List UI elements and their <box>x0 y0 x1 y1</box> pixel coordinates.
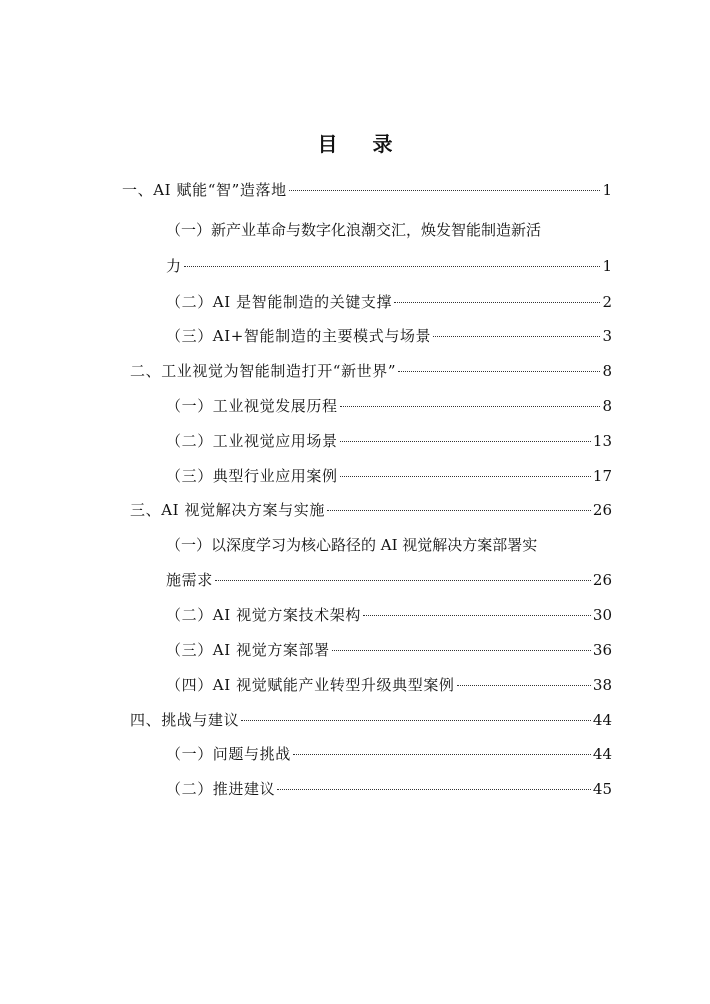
dot-leader <box>184 266 601 267</box>
toc-entry-section-3-3[interactable] <box>166 638 612 662</box>
toc-entry-page: 44 <box>592 711 612 729</box>
toc-entry-chapter-4[interactable] <box>130 708 612 732</box>
dot-leader <box>340 441 591 442</box>
dot-leader <box>433 336 600 337</box>
toc-entry-section-1-1-cont[interactable] <box>166 254 612 278</box>
toc-entry-title: 三、AI 视觉解决方案与实施 <box>130 501 325 519</box>
toc-entry-title: （二）工业视觉应用场景 <box>166 432 338 450</box>
toc-entry-section-3-1-cont[interactable] <box>166 568 612 592</box>
toc-entry-title-cont: 施需求 <box>166 571 213 589</box>
toc-entry-page: 36 <box>592 641 612 659</box>
page-title: 目 录 <box>317 132 407 156</box>
toc-entry-section-2-1[interactable] <box>166 394 612 418</box>
toc-entry-chapter-1[interactable] <box>122 178 612 202</box>
dot-leader <box>277 789 591 790</box>
toc-entry-page: 1 <box>602 257 612 275</box>
dot-leader <box>241 720 591 721</box>
toc-entry-title: （一）问题与挑战 <box>166 745 291 763</box>
toc-entry-page: 38 <box>592 676 612 694</box>
toc-entry-title: （三）AI 视觉方案部署 <box>166 641 330 659</box>
dot-leader <box>327 510 591 511</box>
dot-leader <box>215 580 591 581</box>
toc-entry-section-2-3[interactable] <box>166 464 612 488</box>
dot-leader <box>293 754 591 755</box>
toc-entry-page: 17 <box>592 467 612 485</box>
toc-entry-section-3-1[interactable] <box>166 533 612 557</box>
dot-leader <box>398 371 600 372</box>
toc-entry-page: 30 <box>592 606 612 624</box>
toc-entry-title: 四、挑战与建议 <box>130 711 240 729</box>
toc-entry-title: （一）以深度学习为核心路径的 AI 视觉解决方案部署实 <box>166 536 538 554</box>
toc-entry-title: （二）AI 视觉方案技术架构 <box>166 606 361 624</box>
toc-entry-section-3-4[interactable] <box>166 673 612 697</box>
toc-entry-title: （一）工业视觉发展历程 <box>166 397 338 415</box>
toc-entry-section-4-2[interactable] <box>166 777 612 801</box>
toc-entry-title: （二）推进建议 <box>166 780 276 798</box>
toc-entry-page: 44 <box>592 745 612 763</box>
toc-entry-title: （二）AI 是智能制造的关键支撑 <box>166 293 393 311</box>
toc-entry-page: 45 <box>592 780 612 798</box>
toc-entry-title: （三）典型行业应用案例 <box>166 467 338 485</box>
toc-entry-page: 26 <box>592 501 612 519</box>
toc-entry-title: （一）新产业革命与数字化浪潮交汇，焕发智能制造新活 <box>166 221 542 239</box>
toc-entry-section-2-2[interactable] <box>166 429 612 453</box>
dot-leader <box>394 302 600 303</box>
toc-entry-title: （四）AI 视觉赋能产业转型升级典型案例 <box>166 676 455 694</box>
toc-entry-section-4-1[interactable] <box>166 742 612 766</box>
dot-leader <box>332 650 591 651</box>
dot-leader <box>340 476 591 477</box>
toc-entry-page: 1 <box>602 181 612 199</box>
toc-entry-title: 二、工业视觉为智能制造打开“新世界” <box>130 362 397 380</box>
toc-entry-chapter-2[interactable] <box>130 359 612 383</box>
toc-entry-section-1-1[interactable] <box>166 218 612 242</box>
dot-leader <box>363 615 591 616</box>
dot-leader <box>289 190 601 191</box>
toc-entry-title: 一、AI 赋能“智”造落地 <box>122 181 287 199</box>
toc-entry-page: 26 <box>592 571 612 589</box>
toc-entry-page: 8 <box>602 362 612 380</box>
toc-entry-title-cont: 力 <box>166 257 182 275</box>
toc-entry-section-1-3[interactable] <box>166 324 612 348</box>
toc-entry-chapter-3[interactable] <box>130 498 612 522</box>
toc-entry-page: 13 <box>592 432 612 450</box>
dot-leader <box>340 406 601 407</box>
dot-leader <box>457 685 591 686</box>
toc-entry-section-3-2[interactable] <box>166 603 612 627</box>
toc-entry-page: 8 <box>602 397 612 415</box>
toc-entry-section-1-2[interactable] <box>166 290 612 314</box>
toc-entry-page: 3 <box>602 327 612 345</box>
toc-entry-page: 2 <box>602 293 612 311</box>
toc-entry-title: （三）AI+智能制造的主要模式与场景 <box>166 327 432 345</box>
